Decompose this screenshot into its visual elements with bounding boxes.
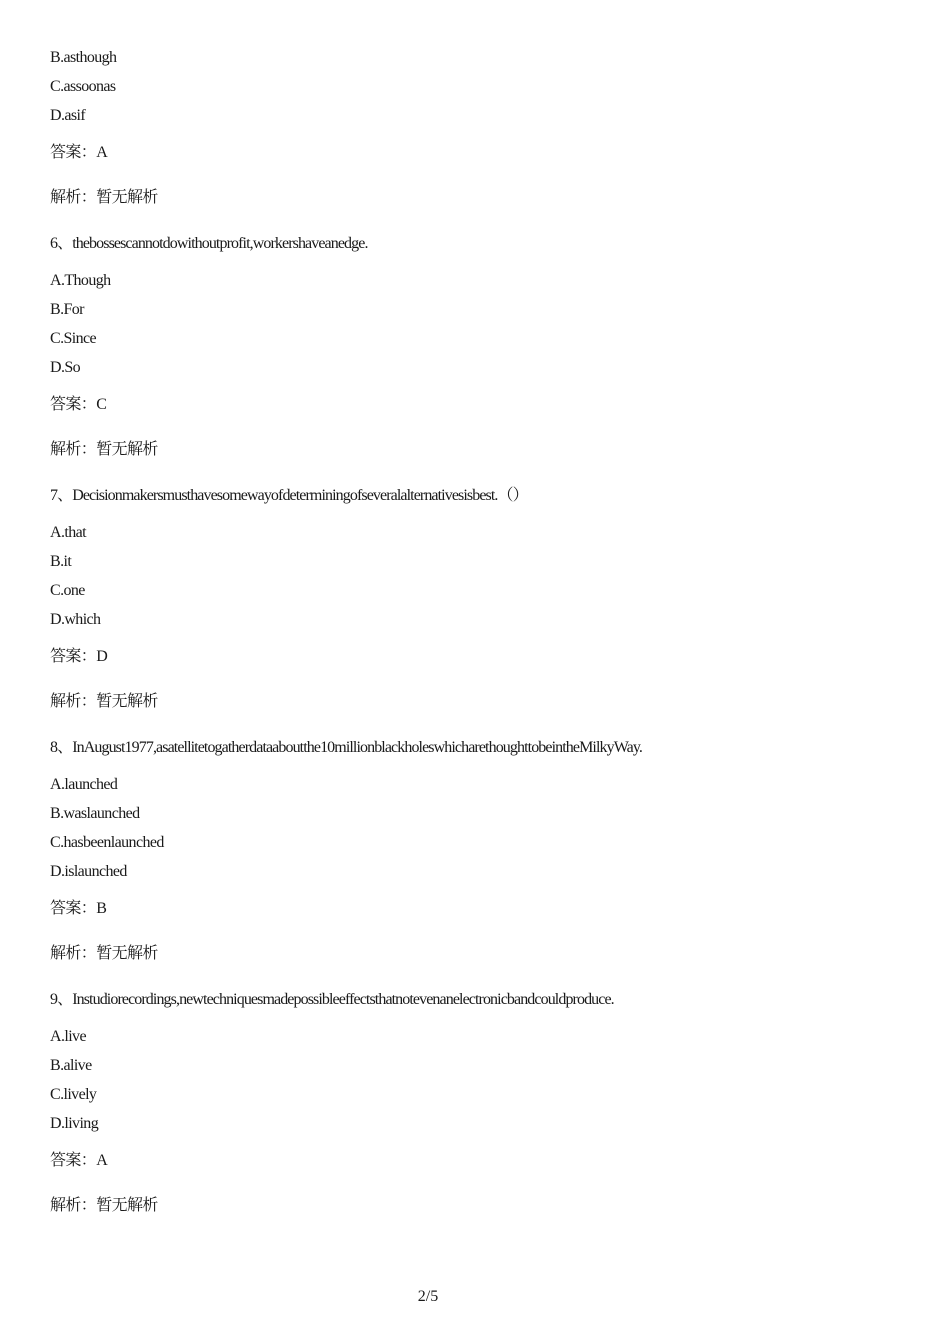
answer: 答案：A — [50, 1152, 108, 1169]
option-d: D.islaunched — [50, 863, 127, 880]
question-stem: 9、Instudiorecordings,newtechniquesmadepossibleeffectsthatnotevenanelectronicbandcouldproduce. — [50, 991, 614, 1008]
analysis: 解析：暂无解析 — [50, 693, 158, 710]
option-c: C.Since — [50, 330, 97, 347]
question-stem: 8、InAugust1977,asatellitetogatherdataaboutthe10millionblackholeswhicharethoughttobeintheMilkyWay. — [50, 739, 642, 756]
option-d: D.asif — [50, 107, 86, 124]
answer: 答案：D — [50, 648, 108, 665]
analysis: 解析：暂无解析 — [50, 189, 158, 206]
analysis: 解析：暂无解析 — [50, 945, 158, 962]
analysis: 解析：暂无解析 — [50, 1197, 158, 1214]
option-d: D.which — [50, 611, 101, 628]
option-c: C.assoonas — [50, 78, 116, 95]
page-number: 2/5 — [417, 1288, 439, 1305]
option-b: B.waslaunched — [50, 805, 140, 822]
option-b: B.For — [50, 301, 84, 318]
question-stem: 7、Decisionmakersmusthavesomewayofdeterminingofseveralalternativesisbest.（） — [50, 487, 528, 504]
question-stem: 6、thebossescannotdowithoutprofit,workershaveanedge. — [50, 235, 368, 252]
option-a: A.launched — [50, 776, 118, 793]
answer: 答案：A — [50, 144, 108, 161]
analysis: 解析：暂无解析 — [50, 441, 158, 458]
option-b: B.alive — [50, 1057, 92, 1074]
option-a: A.that — [50, 524, 86, 541]
option-c: C.hasbeenlaunched — [50, 834, 164, 851]
option-c: C.lively — [50, 1086, 97, 1103]
option-c: C.one — [50, 582, 85, 599]
option-b: B.it — [50, 553, 72, 570]
option-a: A.live — [50, 1028, 86, 1045]
option-b: B.asthough — [50, 49, 117, 66]
answer: 答案：C — [50, 396, 107, 413]
option-a: A.Though — [50, 272, 111, 289]
option-d: D.living — [50, 1115, 99, 1132]
option-d: D.So — [50, 359, 81, 376]
answer: 答案：B — [50, 900, 107, 917]
